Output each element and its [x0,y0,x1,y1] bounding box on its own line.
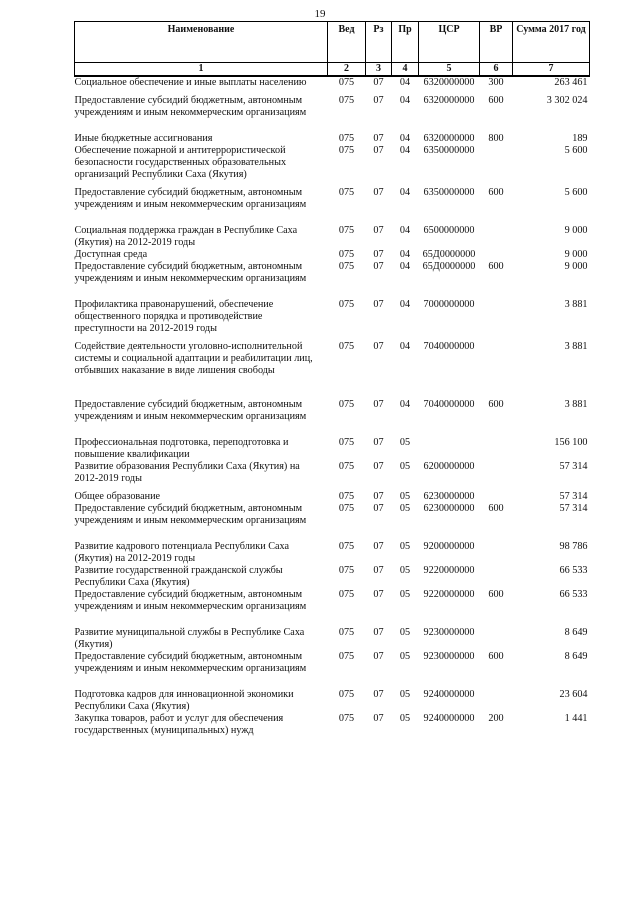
table-row [75,225,590,249]
row-rz: 07 [373,249,384,260]
table-row [75,627,590,651]
row-ved: 075 [338,565,355,576]
row-vr: 600 [488,651,504,662]
row-vr [480,627,513,651]
table-row [75,299,590,341]
row-sum: 57 314 [559,461,588,472]
row-name: Предоставление субсидий бюджетным, автономным учреждениям и иным некоммерческим организациям [74,261,307,284]
row-csr: 6230000000 [423,491,475,502]
row-pr: 05 [399,689,411,700]
row-name: Социальная поддержка граждан в Республике Саха (Якутия) на 2012-2019 годы [74,225,298,248]
row-name: Предоставление субсидий бюджетным, автономным учреждениям и иным некоммерческим организациям [74,503,307,526]
row-ved: 075 [338,541,355,552]
row-vr: 200 [488,713,504,724]
row-vr: 600 [488,589,504,600]
table-row [75,341,590,399]
row-csr: 6500000000 [423,225,475,236]
table-row [75,461,590,491]
row-ved: 075 [338,491,355,502]
row-rz: 07 [373,589,384,600]
row-csr: 9230000000 [423,651,475,662]
row-pr: 05 [399,503,411,514]
row-rz: 07 [373,713,384,724]
row-csr: 65Д0000000 [422,249,476,260]
row-ved: 075 [338,261,355,272]
row-name: Предоставление субсидий бюджетным, автономным учреждениям и иным некоммерческим организациям [74,95,307,118]
row-pr: 04 [399,225,411,236]
row-name: Предоставление субсидий бюджетным, автономным учреждениям и иным некоммерческим организациям [74,187,307,210]
header-csr: ЦСР [419,22,480,63]
row-pr: 04 [399,261,411,272]
table-row [75,589,590,627]
row-pr: 05 [399,437,411,448]
table-row [75,187,590,225]
row-sum: 23 604 [559,689,588,700]
row-csr: 6320000000 [423,95,475,106]
row-vr: 800 [488,133,504,144]
row-vr [480,145,513,187]
header-sum: Сумма 2017 год [513,22,590,63]
row-csr: 6200000000 [423,461,475,472]
column-number: 7 [513,63,590,77]
row-csr: 9220000000 [423,565,475,576]
row-ved: 075 [338,133,355,144]
row-rz: 07 [373,627,384,638]
row-vr [480,341,513,399]
header-pr: Пр [392,22,419,63]
row-vr: 300 [488,77,504,88]
row-name: Подготовка кадров для инновационной экономики Республики Саха (Якутия) [74,689,294,712]
row-ved: 075 [338,627,355,638]
column-number-row [75,63,590,77]
row-sum: 3 302 024 [546,95,588,106]
row-pr: 04 [399,145,411,156]
row-name: Развитие муниципальной службы в Республике Саха (Якутия) [74,627,305,650]
row-csr: 65Д0000000 [422,261,476,272]
header-name: Наименование [75,22,328,63]
row-vr [480,541,513,565]
row-sum: 189 [572,133,588,144]
row-rz: 07 [373,133,384,144]
row-csr: 6320000000 [423,133,475,144]
row-rz: 07 [373,491,384,502]
row-ved: 075 [338,145,355,156]
row-vr: 600 [488,187,504,198]
row-rz: 07 [373,261,384,272]
table-row [75,95,590,133]
table-row [75,437,590,461]
row-name: Предоставление субсидий бюджетным, автономным учреждениям и иным некоммерческим организациям [74,651,307,674]
row-rz: 07 [373,95,384,106]
row-ved: 075 [338,437,355,448]
row-ved: 075 [338,187,355,198]
row-name: Предоставление субсидий бюджетным, автономным учреждениям и иным некоммерческим организациям [74,589,307,612]
row-rz: 07 [373,689,384,700]
column-number: 1 [75,63,328,77]
row-rz: 07 [373,145,384,156]
row-ved: 075 [338,399,355,410]
row-rz: 07 [373,437,384,448]
row-sum: 66 533 [559,565,588,576]
row-ved: 075 [338,713,355,724]
row-csr: 9220000000 [423,589,475,600]
row-csr: 6230000000 [423,503,475,514]
row-name: Доступная среда [74,249,148,260]
column-number: 4 [392,63,419,77]
row-csr: 6350000000 [423,187,475,198]
column-number: 3 [366,63,392,77]
table-row [75,76,590,95]
row-sum: 1 441 [564,713,588,724]
row-rz: 07 [373,341,384,352]
header-vr: ВР [480,22,513,63]
row-sum: 9 000 [564,225,588,236]
row-pr: 04 [399,341,411,352]
row-name: Содействие деятельности уголовно-исполнительной системы и социальной адаптации и реабилитации лиц, отбывших наказание в виде лишения свободы [74,341,313,376]
row-pr: 05 [399,565,411,576]
row-name: Развитие государственной гражданской службы Республики Саха (Якутия) [74,565,283,588]
table-row [75,541,590,565]
row-vr [480,565,513,589]
row-vr: 600 [488,503,504,514]
row-vr: 600 [488,261,504,272]
row-vr: 600 [488,399,504,410]
row-sum: 9 000 [564,249,588,260]
table-row [75,145,590,187]
table-row [75,491,590,503]
row-ved: 075 [338,95,355,106]
table-row [75,565,590,589]
row-ved: 075 [338,589,355,600]
table-row [75,713,590,737]
row-name: Развитие образования Республики Саха (Якутия) на 2012-2019 годы [74,461,300,484]
row-csr: 9240000000 [423,713,475,724]
budget-table-container [74,21,589,737]
row-pr: 05 [399,627,411,638]
row-pr: 04 [399,133,411,144]
row-rz: 07 [373,541,384,552]
row-sum: 8 649 [564,627,588,638]
row-vr [480,299,513,341]
table-row [75,261,590,299]
row-csr: 6350000000 [423,145,475,156]
column-number: 6 [480,63,513,77]
row-ved: 075 [338,503,355,514]
row-csr: 7040000000 [423,341,475,352]
row-sum: 57 314 [559,491,588,502]
row-name: Обеспечение пожарной и антитеррористической безопасности государственных образовательных организаций Республики Саха (Якутия) [74,145,287,180]
table-row [75,689,590,713]
page-number: 19 [314,8,326,20]
row-pr: 04 [399,187,411,198]
row-sum: 3 881 [564,299,588,310]
row-csr [419,437,480,461]
row-sum: 57 314 [559,503,588,514]
table-row [75,651,590,689]
row-name: Закупка товаров, работ и услуг для обеспечения государственных (муниципальных) нужд [74,713,284,736]
row-rz: 07 [373,399,384,410]
row-sum: 98 786 [559,541,588,552]
row-rz: 07 [373,503,384,514]
row-ved: 075 [338,689,355,700]
row-ved: 075 [338,225,355,236]
column-number: 5 [419,63,480,77]
row-pr: 05 [399,713,411,724]
row-name: Общее образование [74,491,161,502]
row-sum: 9 000 [564,261,588,272]
budget-table [74,21,590,737]
row-vr [480,491,513,503]
row-pr: 04 [399,95,411,106]
table-body [75,76,590,737]
row-csr: 9230000000 [423,627,475,638]
row-pr: 04 [399,77,411,88]
row-sum: 3 881 [564,399,588,410]
row-name: Профессиональная подготовка, переподготовка и повышение квалификации [74,437,289,460]
row-csr: 7000000000 [423,299,475,310]
row-ved: 075 [338,77,355,88]
row-sum: 3 881 [564,341,588,352]
row-ved: 075 [338,651,355,662]
header-ved: Вед [328,22,366,63]
row-name: Развитие кадрового потенциала Республики Саха (Якутия) на 2012-2019 годы [74,541,289,564]
row-vr [480,689,513,713]
row-pr: 05 [399,651,411,662]
row-csr: 7040000000 [423,399,475,410]
row-vr [480,461,513,491]
row-rz: 07 [373,187,384,198]
table-row [75,249,590,261]
row-sum: 5 600 [564,145,588,156]
row-pr: 05 [399,541,411,552]
table-row [75,133,590,145]
row-rz: 07 [373,77,384,88]
row-vr: 600 [488,95,504,106]
row-pr: 04 [399,299,411,310]
row-vr [480,225,513,249]
row-sum: 8 649 [564,651,588,662]
row-pr: 04 [399,399,411,410]
row-sum: 66 533 [559,589,588,600]
column-number: 2 [328,63,366,77]
row-ved: 075 [338,249,355,260]
row-pr: 05 [399,589,411,600]
row-sum: 156 100 [554,437,588,448]
row-csr: 9240000000 [423,689,475,700]
row-name: Иные бюджетные ассигнования [74,133,213,144]
row-rz: 07 [373,299,384,310]
row-sum: 5 600 [564,187,588,198]
row-rz: 07 [373,651,384,662]
row-ved: 075 [338,341,355,352]
row-ved: 075 [338,299,355,310]
header-row [75,22,590,63]
row-csr: 9200000000 [423,541,475,552]
row-ved: 075 [338,461,355,472]
row-vr [480,437,513,461]
row-sum: 263 461 [554,77,588,88]
row-pr: 04 [399,249,411,260]
table-row [75,503,590,541]
row-name: Профилактика правонарушений, обеспечение общественного порядка и противодействие преступности на 2012-2019 годы [74,299,274,334]
row-name: Социальное обеспечение и иные выплаты населению [74,77,307,88]
row-rz: 07 [373,565,384,576]
row-pr: 05 [399,491,411,502]
row-pr: 05 [399,461,411,472]
row-rz: 07 [373,461,384,472]
table-row [75,399,590,437]
row-vr [480,249,513,261]
row-csr: 6320000000 [423,77,475,88]
row-rz: 07 [373,225,384,236]
row-name: Предоставление субсидий бюджетным, автономным учреждениям и иным некоммерческим организациям [74,399,307,422]
header-rz: Рз [366,22,392,63]
